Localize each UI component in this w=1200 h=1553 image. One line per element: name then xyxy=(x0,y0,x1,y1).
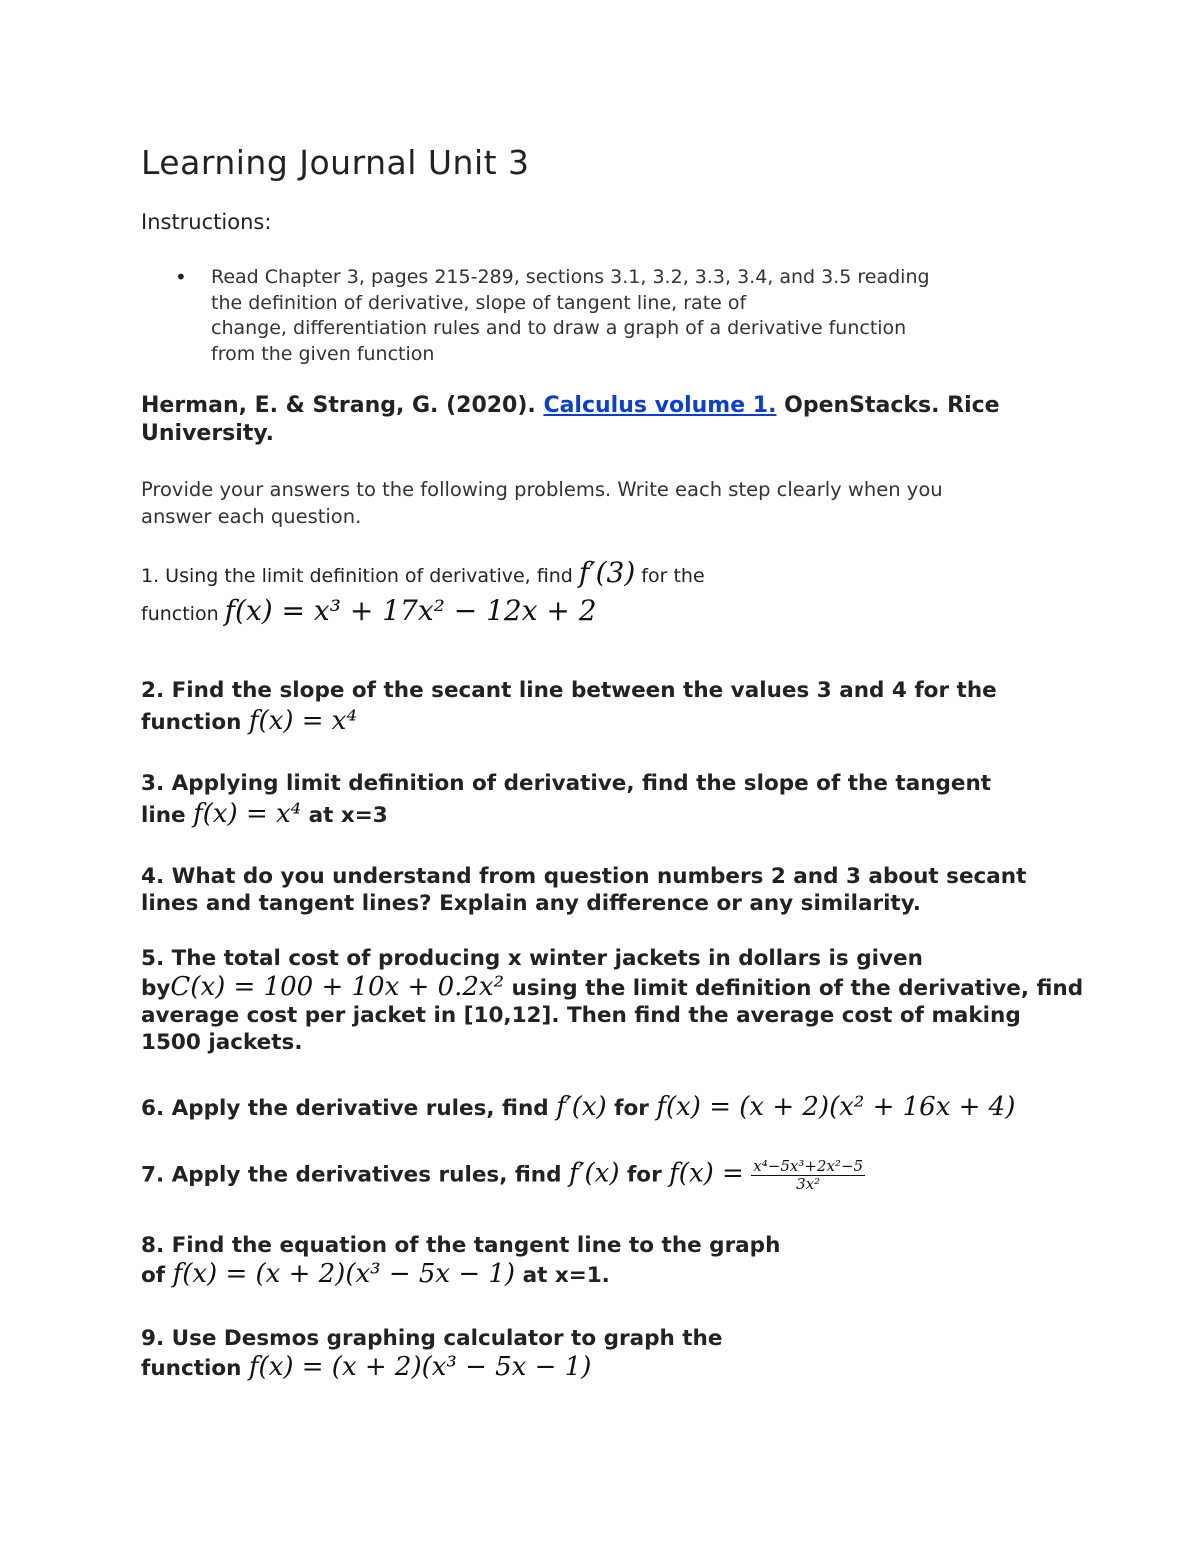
question-9 xyxy=(141,1325,1071,1382)
question-1 xyxy=(141,556,1071,627)
q3-line-1: 3. Applying limit definition of derivative, find the slope of the tangent xyxy=(141,771,992,796)
q2-function-label: function xyxy=(141,710,249,735)
q9-math: f(x) = (x + 2)(x³ − 5x − 1) xyxy=(248,1352,592,1382)
bullet-line-4: from the given function xyxy=(211,342,435,365)
q2-math: f(x) = x⁴ xyxy=(248,706,357,736)
question-7 xyxy=(141,1158,1071,1193)
q4-line-2: lines and tangent lines? Explain any difference or any similarity. xyxy=(141,891,921,916)
q1-math-function: f(x) = x³ + 17x² − 12x + 2 xyxy=(224,594,597,627)
q1-function-label: function xyxy=(141,603,225,625)
q7-denominator: 3x² xyxy=(796,1175,821,1193)
provide-instructions xyxy=(141,476,1041,530)
q7-text: 7. Apply the derivatives rules, find xyxy=(141,1162,569,1188)
question-3 xyxy=(141,770,1071,829)
q3-post: at x=3 xyxy=(301,803,388,828)
question-4 xyxy=(141,863,1071,917)
q1-math-fprime: f′(3) xyxy=(578,556,636,589)
q3-math: f(x) = x⁴ xyxy=(193,799,302,829)
bullet-icon: • xyxy=(175,265,187,289)
reference-university: University. xyxy=(141,421,275,446)
q5-math: C(x) = 100 + 10x + 0.2x² xyxy=(170,972,505,1002)
reference-publisher: OpenStacks. Rice xyxy=(776,393,1000,418)
bullet-line-2: the definition of derivative, slope of tangent line, rate of xyxy=(211,291,747,314)
question-8 xyxy=(141,1232,1071,1289)
q2-line-1: 2. Find the slope of the secant line between the values 3 and 4 for the xyxy=(141,678,997,703)
q5-line-3: average cost per jacket in [10,12]. Then find the average cost of making xyxy=(141,1003,1021,1028)
q8-math: f(x) = (x + 2)(x³ − 5x − 1) xyxy=(172,1259,516,1289)
q8-of: of xyxy=(141,1263,173,1288)
page-title: Learning Journal Unit 3 xyxy=(141,143,530,182)
q7-for: for xyxy=(619,1162,670,1188)
q1-text: 1. Using the limit definition of derivative, find xyxy=(141,565,579,587)
q6-math-function: f(x) = (x + 2)(x² + 16x + 4) xyxy=(656,1092,1016,1122)
q8-line-1: 8. Find the equation of the tangent line to the graph xyxy=(141,1233,781,1258)
q5-line-1: 5. The total cost of producing x winter jackets in dollars is given xyxy=(141,946,923,971)
q7-math-fprime: f′(x) xyxy=(568,1158,620,1189)
q6-text: 6. Apply the derivative rules, find xyxy=(141,1096,557,1121)
question-2 xyxy=(141,677,1071,736)
q9-function-label: function xyxy=(141,1356,249,1381)
calculus-volume-link[interactable]: Calculus volume 1. xyxy=(543,393,777,418)
q8-post: at x=1. xyxy=(515,1263,610,1288)
q1-text-mid: for the xyxy=(635,565,705,587)
q9-line-1: 9. Use Desmos graphing calculator to graph the xyxy=(141,1326,723,1351)
instructions-label: Instructions: xyxy=(141,210,272,234)
bullet-text xyxy=(211,265,1041,367)
q4-line-1: 4. What do you understand from question numbers 2 and 3 about secant xyxy=(141,864,1027,889)
provide-line-1: Provide your answers to the following problems. Write each step clearly when you xyxy=(141,478,943,501)
bullet-line-3: change, differentiation rules and to draw a graph of a derivative function xyxy=(211,317,907,339)
q7-fraction xyxy=(751,1158,865,1193)
q5-line-4: 1500 jackets. xyxy=(141,1030,303,1055)
bullet-line-1: Read Chapter 3, pages 215-289, sections 3.1, 3.2, 3.3, 3.4, and 3.5 reading xyxy=(211,266,930,288)
q7-math-function: f(x) = xyxy=(669,1158,744,1189)
q3-line-label: line xyxy=(141,803,194,828)
reference-citation xyxy=(141,392,1041,448)
q6-math-fprime: f′(x) xyxy=(556,1092,607,1122)
provide-line-2: answer each question. xyxy=(141,505,362,528)
question-6 xyxy=(141,1094,1071,1122)
q6-for: for xyxy=(606,1096,657,1121)
question-5 xyxy=(141,945,1084,1056)
reference-authors: Herman, E. & Strang, G. (2020). xyxy=(141,393,544,418)
q7-numerator: x⁴−5x³+2x²−5 xyxy=(753,1157,864,1175)
q5-by: by xyxy=(141,976,171,1001)
q5-line-2: using the limit definition of the derivative, find xyxy=(504,976,1084,1001)
